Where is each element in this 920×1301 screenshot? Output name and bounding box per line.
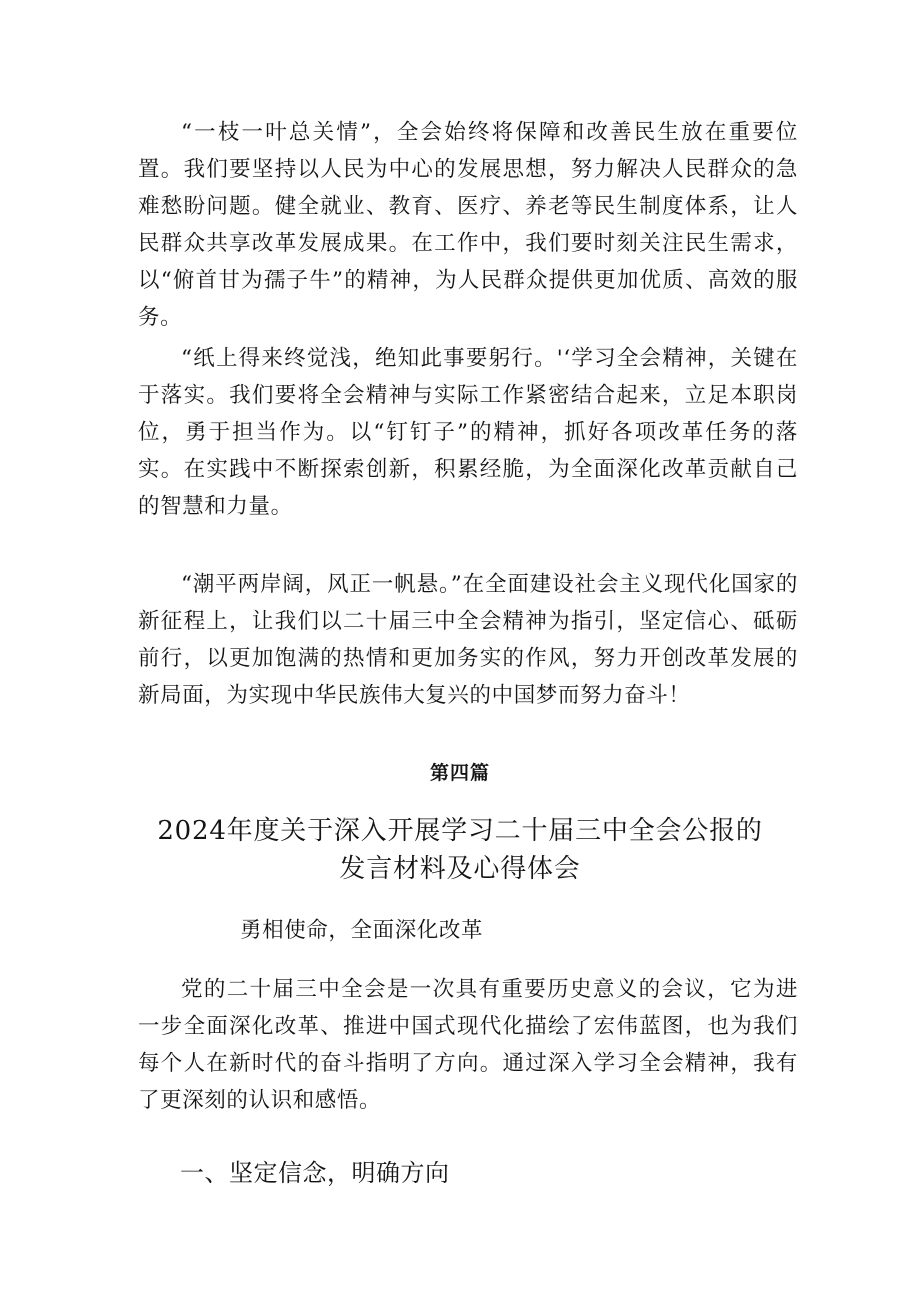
document-title-line-1: 2024年度关于深入开展学习二十届三中全会公报的	[157, 816, 763, 846]
body-paragraph-3: “潮平两岸阔，风正一帆悬。”在全面建设社会主义现代化国家的新征程上，让我们以二十届三中全会精神为指引，坚定信心、砥砺前行，以更加饱满的热情和更加务实的作风，努力开创改革发展的新局面，为实现中华民族伟大复兴的中国梦而努力奋斗！	[138, 572, 798, 708]
document-title-line-2: 发言材料及心得体会	[339, 854, 581, 884]
document-subtitle: 勇相使命，全面深化改革	[240, 918, 484, 943]
intro-paragraph: 党的二十届三中全会是一次具有重要历史意义的会议，它为进一步全面深化改革、推进中国式现代化描绘了宏伟蓝图，也为我们每个人在新时代的奋斗指明了方向。通过深入学习全会精神，我有了更深刻的认识和感悟。	[138, 977, 798, 1113]
body-paragraph-1: “一枝一叶总关情”，全会始终将保障和改善民生放在重要位置。我们要坚持以人民为中心的发展思想，努力解决人民群众的急难愁盼问题。健全就业、教育、医疗、养老等民生制度体系，让人民群众共享改革发展成果。在工作中，我们要时刻关注民生需求，以“俯首甘为孺子牛”的精神，为人民群众提供更加优质、高效的服务。	[138, 120, 798, 330]
section-heading: 一、坚定信念，明确方向	[180, 1159, 450, 1187]
document-title	[0, 812, 920, 888]
body-paragraph-2: “纸上得来终觉浅，绝知此事要躬行。'‘学习全会精神，关键在于落实。我们要将全会精神与实际工作紧密结合起来，立足本职岗位，勇于担当作为。以“钉钉子”的精神，抓好各项改革任务的落实。在实践中不断探索创新，积累经脆，为全面深化改革贡献自己的智慧和力量。	[138, 346, 798, 519]
section-label: 第四篇	[429, 762, 490, 784]
